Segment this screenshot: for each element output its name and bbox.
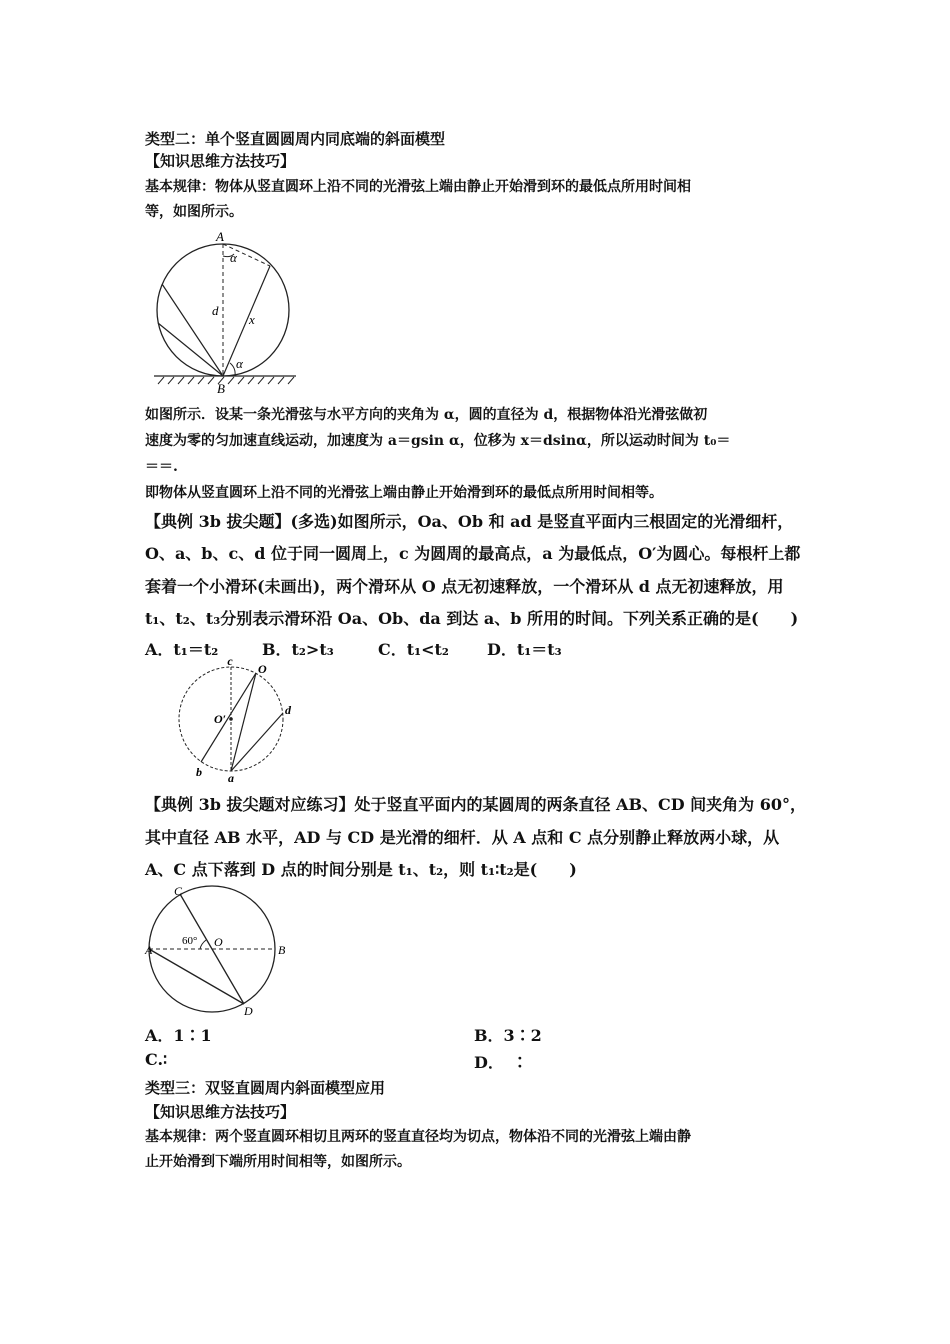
example2-option-a: A．1∶1: [145, 1026, 212, 1045]
label-A-point: A: [145, 943, 153, 957]
label-C: C: [174, 884, 183, 898]
example2-option-b: B．3∶2: [474, 1026, 542, 1045]
label-b: b: [196, 765, 202, 779]
label-alpha-bottom: α: [236, 356, 243, 371]
example2-line-2: 其中直径 AB 水平，AD 与 CD 是光滑的细杆．从 A 点和 C 点分别静止释放两小球，从: [145, 828, 780, 847]
example2-option-d: D． ∶: [474, 1053, 528, 1072]
label-a: a: [228, 771, 234, 784]
example1-option-a: A．t₁＝t₂: [145, 640, 219, 659]
example2-line-1: 【典例 3b 拔尖题对应练习】处于竖直平面内的某圆周的两条直径 AB、CD 间夹角为 60°，: [145, 795, 806, 814]
example2-option-c: C.∶: [145, 1050, 168, 1069]
label-c: c: [227, 656, 233, 668]
rule-line-2: 等，如图所示。: [145, 204, 243, 220]
section-title: 类型二：单个竖直圆圆周内同底端的斜面模型: [145, 130, 446, 148]
example1-line-1: 【典例 3b 拔尖题】(多选)如图所示，Oa、Ob 和 ad 是竖直平面内三根固定的光滑细杆，: [145, 512, 794, 531]
explanation-line-3: ＝＝.: [145, 459, 178, 475]
section3-rule-line-2: 止开始滑到下端所用时间相等，如图所示。: [145, 1154, 411, 1170]
example1-line-4: t₁、t₂、t₃分别表示滑环沿 Oa、Ob、da 到达 a、b 所用的时间。下列关系正确的是( ): [145, 609, 799, 628]
example1-line-3: 套着一个小滑环(未画出)，两个滑环从 O 点无初速释放，一个滑环从 d 点无初速释放，用: [145, 577, 784, 596]
label-d-point: d: [285, 703, 291, 717]
label-D-point: D: [244, 1004, 253, 1018]
example2-line-3: A、C 点下落到 D 点的时间分别是 t₁、t₂，则 t₁∶t₂是( ): [145, 860, 577, 879]
label-angle: 60°: [182, 935, 198, 947]
conclusion-line: 即物体从竖直圆环上沿不同的光滑弦上端由静止开始滑到环的最低点所用时间相等。: [145, 485, 663, 501]
section3-tips-heading: 【知识思维方法技巧】: [145, 1103, 296, 1121]
label-O-prime: O′: [214, 712, 227, 726]
label-alpha-top: α: [230, 250, 237, 265]
section3-rule-line-1: 基本规律：两个竖直圆环相切且两环的竖直直径均为切点，物体沿不同的光滑弦上端由静: [145, 1129, 691, 1145]
example1-line-2: O、a、b、c、d 位于同一圆周上，c 为圆周的最高点，a 为最低点，O′为圆心。每根杆上都: [145, 544, 801, 563]
tips-heading: 【知识思维方法技巧】: [145, 152, 296, 170]
label-B-point: B: [278, 943, 286, 957]
figure-example1-circle: [170, 656, 300, 784]
label-A: A: [216, 229, 224, 244]
label-O: O: [258, 662, 267, 676]
label-d: d: [212, 303, 219, 318]
example1-option-c: C．t₁<t₂: [378, 640, 449, 659]
figure-chords-circle: [148, 228, 303, 398]
explanation-line-1: 如图所示．设某一条光滑弦与水平方向的夹角为 α，圆的直径为 d，根据物体沿光滑弦做初: [145, 407, 708, 423]
explanation-line-2: 速度为零的匀加速直线运动，加速度为 a＝gsin α，位移为 x＝dsinα，所以运动时间为 t₀＝: [145, 433, 731, 449]
label-B: B: [217, 381, 225, 396]
label-O-center: O: [214, 935, 223, 949]
figure-example2-circle: [142, 882, 297, 1020]
example1-option-b: B．t₂>t₃: [262, 640, 334, 659]
label-x: x: [249, 312, 255, 327]
section3-title: 类型三：双竖直圆周内斜面模型应用: [145, 1079, 386, 1097]
rule-line-1: 基本规律：物体从竖直圆环上沿不同的光滑弦上端由静止开始滑到环的最低点所用时间相: [145, 179, 691, 195]
example1-option-d: D．t₁＝t₃: [487, 640, 562, 659]
